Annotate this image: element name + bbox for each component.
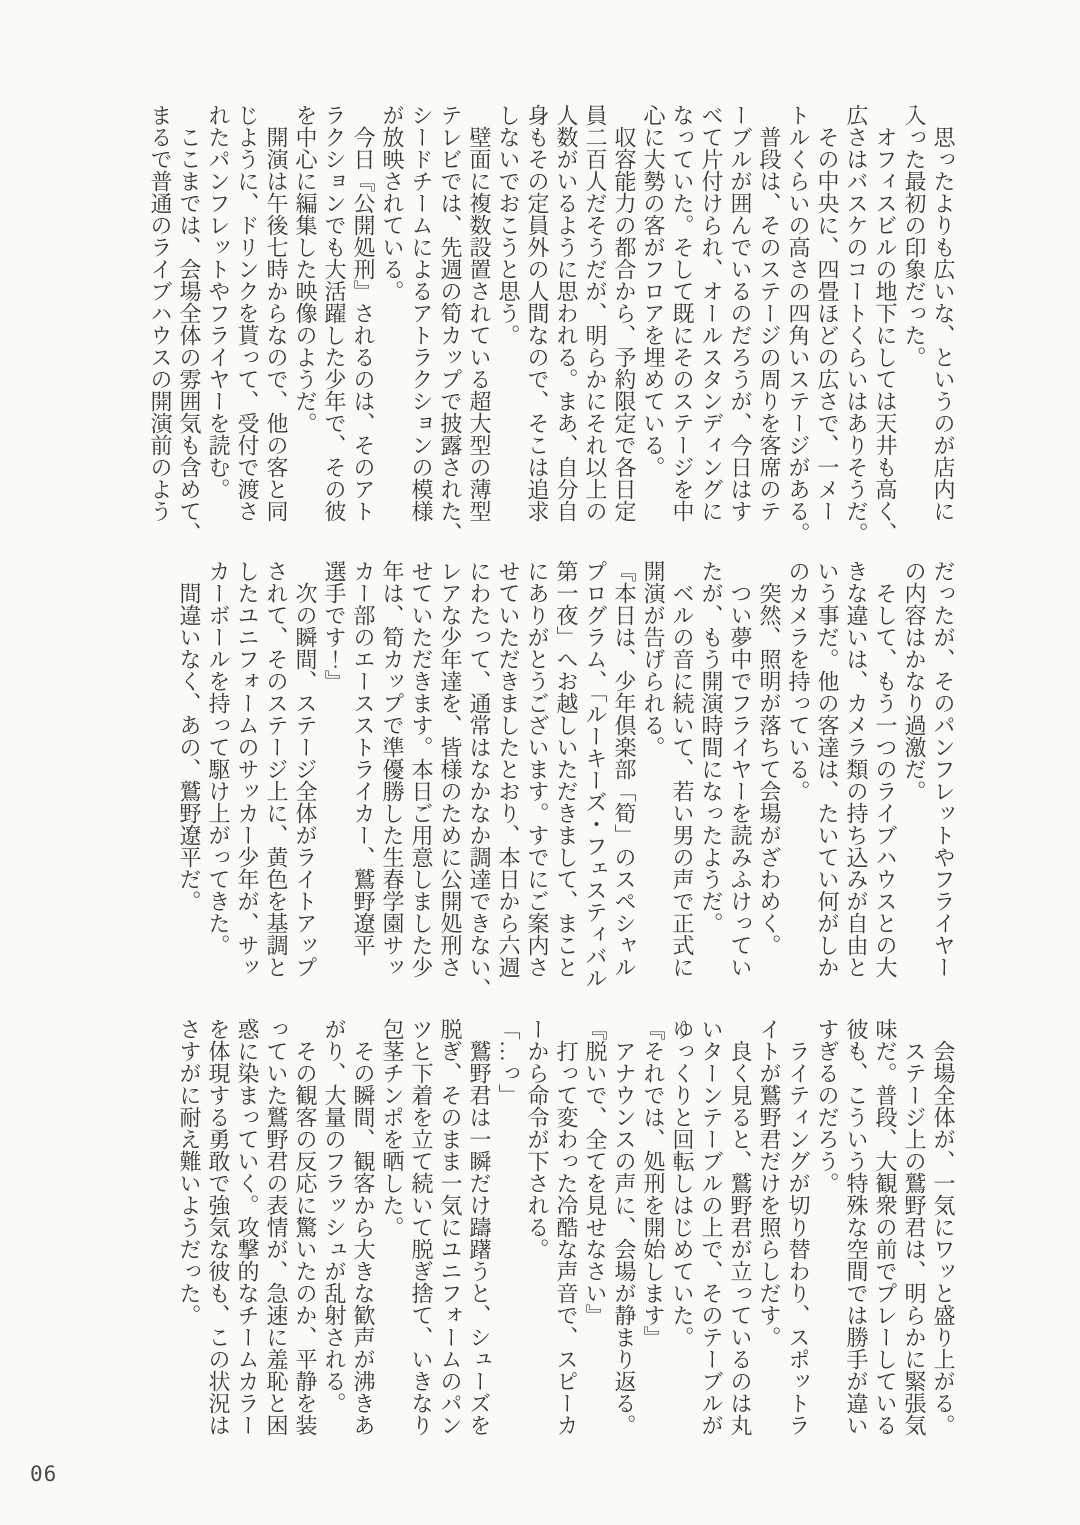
text-line: 人数がいるように思われる。まあ、自分自 [554, 104, 579, 522]
text-line: すぎるのだろう。 [815, 1018, 840, 1194]
text-line: レアな少年達を、皆様のために公開処刑さ [438, 560, 463, 978]
text-line: なっていた。そして既にそのステージを中 [670, 104, 695, 522]
text-line: その中央に、四畳ほどの広さで、一メー [815, 104, 840, 522]
text-line: そして、もう一つのライブハウスとの大 [873, 560, 898, 978]
text-line: れたパンフレットやフライヤーを読む。 [206, 104, 231, 500]
text-line: いターンテーブルの上で、そのテーブルが [699, 1018, 724, 1436]
text-line: ライティングが切り替わり、スポットラ [786, 1018, 811, 1436]
text-line: ツと下着を立て続いて脱ぎ捨て、いきなり [409, 1018, 434, 1436]
text-line: 打って変わった冷酷な声音で、スピーカ [554, 1018, 579, 1436]
text-line: 年は、筍カップで準優勝した生春学園サッ [380, 560, 405, 978]
text-line: せていただきます。本日ご用意しました少 [409, 560, 434, 978]
text-line: 『本日は、少年倶楽部「筍」のスペシャル [612, 560, 637, 978]
text-line: アナウンスの声に、会場が静まり返る。 [612, 1018, 637, 1436]
text-line: 選手です！』 [322, 560, 347, 692]
text-line: っていた鷲野君の表情が、急速に羞恥と困 [264, 1018, 289, 1436]
vertical-text-block-middle [96, 560, 958, 1010]
text-line: その観客の反応に驚いたのか、平静を装 [293, 1018, 318, 1436]
text-line: 開演は午後七時からなので、他の客と同 [264, 104, 289, 522]
text-line: きな違いは、カメラ類の持ち込みが自由と [844, 560, 869, 978]
text-line: の内容はかなり過激だ。 [902, 560, 927, 802]
text-line: 員二百人だそうだが、明らかにそれ以上の [583, 104, 608, 522]
text-line: 今日『公開処刑』されるのは、そのアト [351, 104, 376, 522]
text-line: プログラム、「ルーキーズ・フェスティバル [583, 560, 608, 989]
text-line: を中心に編集した映像のようだ。 [293, 104, 318, 434]
text-line: 包茎チンポを晒した。 [380, 1018, 405, 1238]
text-line: 間違いなく、あの、鷲野遼平だ。 [177, 560, 202, 912]
text-line: にわたって、通常はなかなか調達できない、 [467, 560, 492, 1000]
text-line: ベルの音に続いて、若い男の声で正式に [670, 560, 695, 978]
text-line: 良く見ると、鷲野君が立っているのは丸 [728, 1018, 753, 1436]
text-line: にありがとうございます。すでにご案内さ [525, 560, 550, 978]
text-line: ラクションでも大活躍した少年で、その彼 [322, 104, 347, 522]
text-line: 心に大勢の客がフロアを埋めている。 [641, 104, 666, 478]
text-line: だったが、そのパンフレットやフライヤー [931, 560, 956, 978]
vertical-text-block-top [96, 104, 958, 554]
text-line: されて、そのステージ上に、黄色を基調と [264, 560, 289, 978]
text-line: 入った最初の印象だった。 [902, 104, 927, 368]
text-line: イトが鷲野君だけを照らしだす。 [757, 1018, 782, 1348]
text-line: 突然、照明が落ちて会場がざわめく。 [757, 560, 782, 956]
text-line: 『それでは、処刑を開始します』 [641, 1018, 666, 1348]
text-line: を体現する勇敢で強気な彼も、この状況は [206, 1018, 231, 1436]
text-line: 壁面に複数設置されている超大型の薄型 [467, 104, 492, 522]
text-line: がり、大量のフラッシュが乱射される。 [322, 1018, 347, 1414]
page-number: 06 [30, 1462, 58, 1486]
text-line: じように、ドリンクを貰って、受付で渡さ [235, 104, 260, 522]
text-line: カーボールを持って駆け上がってきた。 [206, 560, 231, 956]
text-line: つい夢中でフライヤーを読みふけってい [728, 560, 753, 978]
vertical-text-block-bottom [96, 1018, 958, 1468]
text-line: ここまでは、会場全体の雰囲気も含めて、 [177, 104, 202, 544]
text-line: 広さはバスケのコートくらいはありそうだ。 [844, 104, 869, 544]
text-line: 収容能力の都合から、予約限定で各日定 [612, 104, 637, 522]
text-line: 開演が告げられる。 [641, 560, 666, 758]
text-line: ーブルが囲んでいるのだろうが、今日はす [728, 104, 753, 522]
text-line: オフィスビルの地下にしては天井も高く、 [873, 104, 898, 544]
text-line: せていただきましたとおり、本日から六週 [496, 560, 521, 978]
text-line: まるで普通のライブハウスの開演前のよう [148, 104, 173, 522]
text-line: 脱ぎ、そのまま一気にユニフォームのパン [438, 1018, 463, 1436]
text-line: トルくらいの高さの四角いステージがある。 [786, 104, 811, 544]
text-line: いう事だ。他の客達は、たいてい何がしか [815, 560, 840, 978]
text-line: 会場全体が、一気にワッと盛り上がる。 [931, 1018, 956, 1436]
text-line: 普段は、そのステージの周りを客席のテ [757, 104, 782, 522]
text-line: 次の瞬間、ステージ全体がライトアップ [293, 560, 318, 978]
text-line: 味だ。普段、大観衆の前でプレーしている [873, 1018, 898, 1436]
text-line: ゆっくりと回転しはじめていた。 [670, 1018, 695, 1348]
text-line: カー部のエースストライカー、鷲野遼平 [351, 560, 376, 956]
text-line: ステージ上の鷲野君は、明らかに緊張気 [902, 1018, 927, 1436]
text-line: たが、もう開演時間になったようだ。 [699, 560, 724, 934]
text-line: さすがに耐え難いようだった。 [177, 1018, 202, 1326]
text-line: シードチームによるアトラクションの模様 [409, 104, 434, 522]
text-line: 『脱いで、全てを見せなさい』 [583, 1018, 608, 1326]
text-line: 惑に染まっていく。攻撃的なチームカラー [235, 1018, 260, 1436]
text-line: 彼も、こういう特殊な空間では勝手が違い [844, 1018, 869, 1436]
text-line: テレビでは、先週の筍カップで披露された、 [438, 104, 463, 544]
text-line: のカメラを持っている。 [786, 560, 811, 802]
text-line: が放映されている。 [380, 104, 405, 302]
text-line: したユニフォームのサッカー少年が、サッ [235, 560, 260, 978]
text-line: その瞬間、観客から大きな歓声が沸きあ [351, 1018, 376, 1436]
text-line: 思ったよりも広いな、というのが店内に [931, 104, 956, 522]
text-line: ーから命令が下される。 [525, 1018, 550, 1260]
text-line: しないでおこうと思う。 [496, 104, 521, 346]
text-line: 「…っ」 [496, 1018, 521, 1106]
text-line: 身もその定員外の人間なので、そこは追求 [525, 104, 550, 522]
text-line: 鷲野君は一瞬だけ躊躇うと、シューズを [467, 1018, 492, 1436]
text-line: べて片付けられ、オールスタンディングに [699, 104, 724, 522]
text-line: 第一夜」へお越しいただきまして、まこと [554, 560, 579, 978]
